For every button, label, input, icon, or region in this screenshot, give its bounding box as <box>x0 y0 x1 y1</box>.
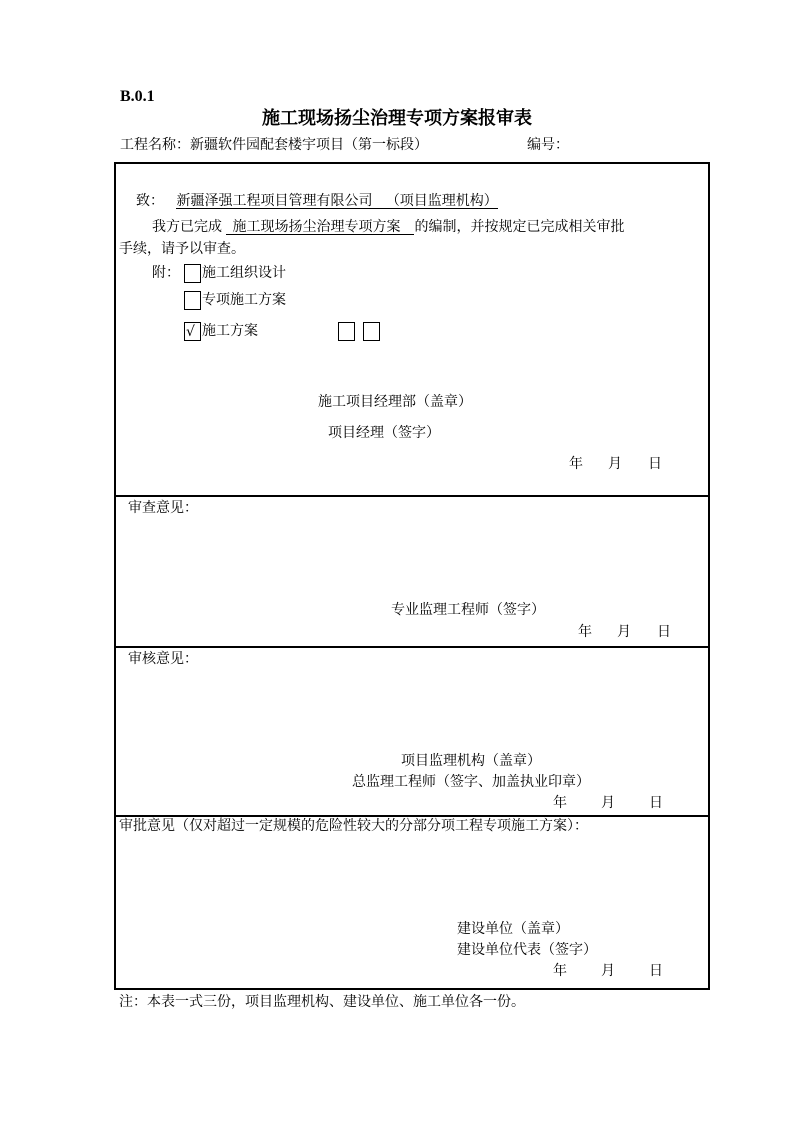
review-opinion-label: 审查意见： <box>128 500 198 516</box>
date-year: 年 <box>553 963 567 979</box>
footer-note: 注：本表一式三份，项目监理机构、建设单位、施工单位各一份。 <box>119 994 525 1010</box>
manager-signature: 项目经理（签字） <box>328 425 440 441</box>
date-year: 年 <box>569 456 583 472</box>
row-divider-3 <box>114 815 710 817</box>
date-day: 日 <box>649 963 663 979</box>
row-divider-1 <box>114 495 710 497</box>
date-year: 年 <box>553 795 567 811</box>
chief-engineer-signature: 总监理工程师（签字、加盖执业印章） <box>352 774 590 790</box>
addressee-row <box>136 194 498 209</box>
to-org: 新疆泽强工程项目管理有限公司 <box>176 193 373 209</box>
audit-opinion-label: 审核意见： <box>128 651 198 667</box>
plan-name: 施工现场扬尘治理专项方案 <box>226 220 414 235</box>
body-prefix: 我方已完成 <box>152 219 222 235</box>
approval-opinion-label: 审批意见（仅对超过一定规模的危险性较大的分部分项工程专项施工方案）： <box>119 818 588 834</box>
attachment-checkbox-1[interactable] <box>184 264 201 283</box>
date-year: 年 <box>578 624 592 640</box>
addressee-underline <box>176 194 497 209</box>
unit-representative-signature: 建设单位代表（签字） <box>457 942 597 958</box>
date-month: 月 <box>601 963 615 979</box>
attachment-label-2: 专项施工方案 <box>202 292 286 308</box>
submission-line <box>152 220 624 235</box>
to-label: 致： <box>136 193 164 209</box>
engineer-signature: 专业监理工程师（签字） <box>391 602 545 618</box>
check-mark-icon: √ <box>186 324 195 340</box>
date-month: 月 <box>608 456 622 472</box>
attach-label: 附： <box>152 265 180 281</box>
attachment-label-3: 施工方案 <box>202 323 258 339</box>
extra-checkbox-2[interactable] <box>363 322 380 341</box>
attachment-checkbox-2[interactable] <box>184 291 201 310</box>
row-divider-2 <box>114 646 710 648</box>
form-code: B.0.1 <box>120 88 155 105</box>
date-day: 日 <box>648 456 662 472</box>
supervision-org-seal: 项目监理机构（盖章） <box>401 753 541 769</box>
date-month: 月 <box>601 795 615 811</box>
project-label: 工程名称： <box>120 137 190 153</box>
project-name-row <box>120 138 428 152</box>
body-line-2: 手续，请予以审查。 <box>119 241 245 257</box>
dept-seal: 施工项目经理部（盖章） <box>318 394 472 410</box>
extra-checkbox-1[interactable] <box>338 322 355 341</box>
date-day: 日 <box>649 795 663 811</box>
attachment-label-1: 施工组织设计 <box>202 265 286 281</box>
page-title: 施工现场扬尘治理专项方案报审表 <box>262 108 532 129</box>
form-table <box>114 162 710 990</box>
date-month: 月 <box>617 624 631 640</box>
date-day: 日 <box>657 624 671 640</box>
project-name: 新疆软件园配套楼宇项目（第一标段） <box>190 137 428 153</box>
body-suffix: 的编制，并按规定已完成相关审批 <box>414 219 625 235</box>
number-label: 编号： <box>527 137 569 153</box>
construction-unit-seal: 建设单位（盖章） <box>457 921 569 937</box>
to-org-type: （项目监理机构） <box>385 193 498 209</box>
